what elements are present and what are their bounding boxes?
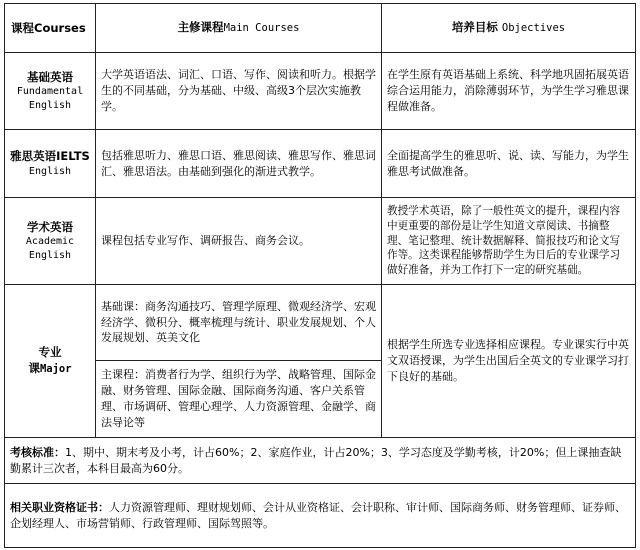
objective-ielts: 全面提高学生的雅思听、说、读、写能力，为学生雅思考试做准备。 xyxy=(382,130,636,198)
row-certificates xyxy=(5,484,636,548)
main-courses-ielts: 包括雅思听力、雅思口语、雅思阅读、雅思写作、雅思词汇、雅思语法。由基础到强化的渐进式教学。 xyxy=(96,130,382,198)
main-courses-academic: 课程包括专业写作、调研报告、商务会议。 xyxy=(96,198,382,285)
row-ielts-english xyxy=(5,130,636,198)
objective-major: 根据学生所选专业选择相应课程。专业课实行中英文双语授课，为学生出国后全英文的专业课学习打下良好的基础。 xyxy=(382,285,636,438)
course-name-major: 专业 课Major xyxy=(5,285,96,438)
header-objectives: 培养目标 Objectives xyxy=(382,4,636,53)
objective-fundamental: 在学生原有英语基础上系统、科学地巩固拓展英语综合运用能力，消除薄弱环节，为学生学习雅思课程做准备。 xyxy=(382,53,636,130)
course-name-academic: 学术英语 Academic English xyxy=(5,198,96,285)
course-name-fundamental: 基础英语 Fundamental English xyxy=(5,53,96,130)
row-academic-english xyxy=(5,198,636,285)
course-name-ielts: 雅思英语IELTS English xyxy=(5,130,96,198)
header-main-courses: 主修课程Main Courses xyxy=(96,4,382,53)
curriculum-table xyxy=(4,3,636,548)
objective-academic: 教授学术英语，除了一般性英文的提升，课程内容中更重要的部份是让学生知道文章阅读、书摘整理、笔记整理、统计数据解释、简报技巧和论文写作等。这类课程能够帮助学生为日后的专业课学习做好准备，并为工作打下一定的研究基础。 xyxy=(382,198,636,285)
header-row xyxy=(5,4,636,53)
main-courses-fundamental: 大学英语语法、词汇、口语、写作、阅读和听力。根据学生的不同基础，分为基础、中级、高级3个层次实施教学。 xyxy=(96,53,382,130)
header-courses: 课程Courses xyxy=(5,4,96,53)
career-certificates: 相关职业资格证书：人力资源管理师、理财规划师、会计从业资格证、会计职称、审计师、国际商务师、财务管理师、证券师、企划经理人、市场营销师、行政管理师、国际驾照等。 xyxy=(5,484,636,548)
major-basic-courses: 基础课：商务沟通技巧、管理学原理、微观经济学、宏观经济学、微积分、概率梳理与统计、职业发展规划、个人发展规划、英美文化 xyxy=(96,285,382,361)
major-core-courses: 主课程：消费者行为学、组织行为学、战略管理、国际金融、财务管理、国际金融、国际商务沟通、客户关系管理、市场调研、管理心理学、人力资源管理、金融学、商法导论等 xyxy=(96,361,382,438)
row-assessment xyxy=(5,438,636,484)
row-major-basic xyxy=(5,285,636,361)
assessment-criteria: 考核标准：1、期中、期末考及小考，计占60%；2、家庭作业，计占20%；3、学习态度及学勤考核，计20%；但上课抽查缺勤累计三次者，本科目最高为60分。 xyxy=(5,438,636,484)
row-fundamental-english xyxy=(5,53,636,130)
